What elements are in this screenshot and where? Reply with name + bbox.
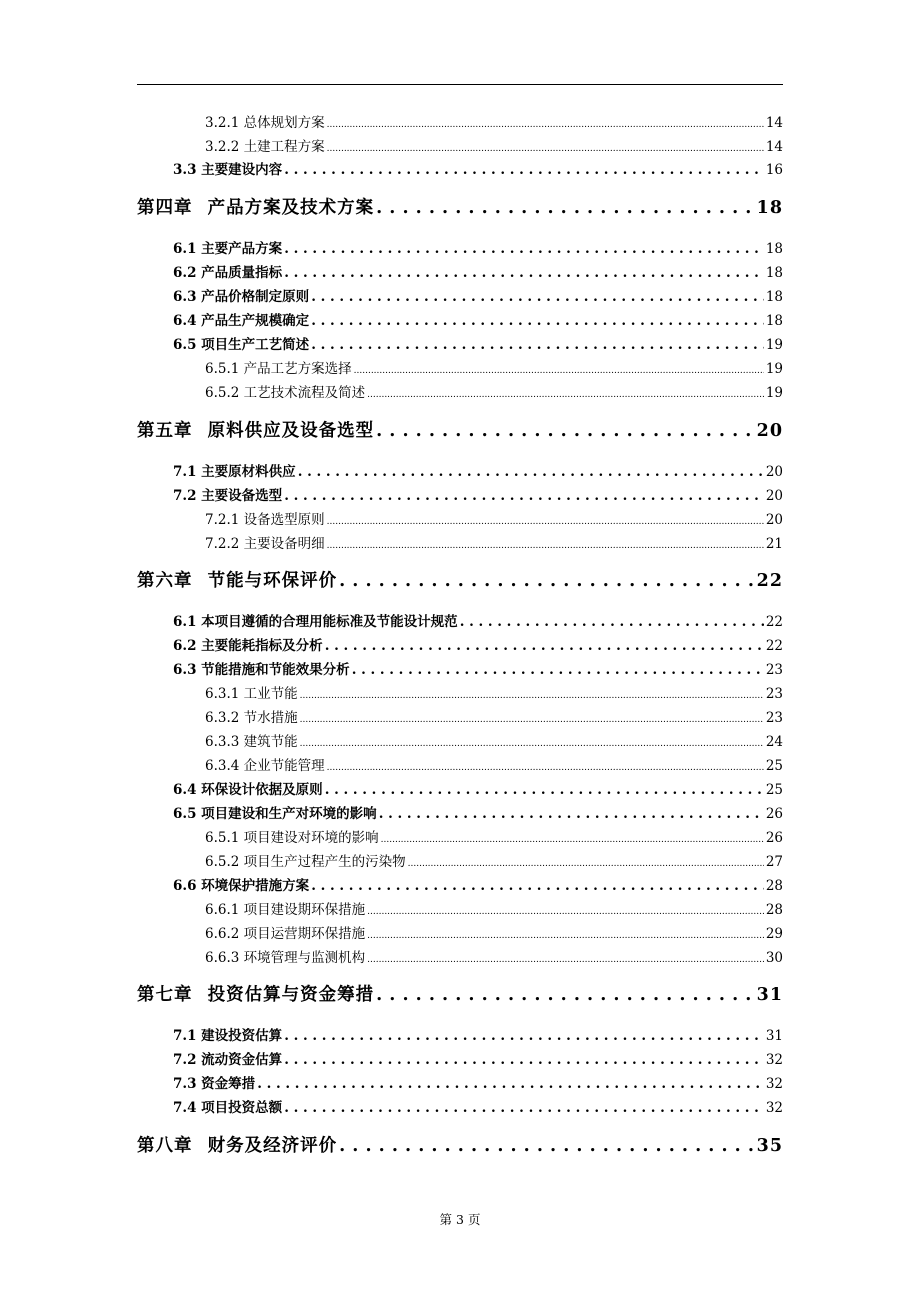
toc-entry-page: 19 (765, 337, 783, 353)
toc-entry-page: 20 (756, 421, 783, 441)
dot-leader (352, 664, 764, 678)
toc-entry[interactable] (137, 1102, 783, 1116)
toc-entry[interactable] (137, 243, 783, 257)
dot-leader (339, 1138, 755, 1156)
toc-entry[interactable] (137, 1054, 783, 1068)
toc-entry-page: 22 (765, 614, 783, 630)
toc-entry[interactable] (137, 640, 783, 654)
toc-entry-title: 6.5.1 项目建设对环境的影响 (205, 830, 379, 846)
toc-entry[interactable] (137, 141, 783, 155)
toc-entry-page: 18 (756, 198, 783, 218)
toc-entry[interactable] (137, 315, 783, 329)
toc-entry[interactable] (137, 490, 783, 504)
toc-entry-page: 30 (765, 950, 783, 966)
toc-entry-page: 25 (765, 758, 783, 774)
toc-entry-page: 23 (765, 710, 783, 726)
toc-entry-page: 26 (765, 830, 783, 846)
toc-entry-title: 6.6 环境保护措施方案 (173, 878, 310, 894)
toc-entry-title: 6.4 产品生产规模确定 (173, 313, 310, 329)
dot-leader (327, 117, 764, 131)
dot-leader (325, 640, 764, 654)
dot-leader (284, 243, 764, 257)
toc-entry-title: 第五章 原料供应及设备选型 (137, 421, 375, 441)
dot-leader (284, 164, 764, 178)
toc-entry-title: 6.5 项目建设和生产对环境的影响 (173, 806, 377, 822)
toc-entry[interactable] (137, 928, 783, 942)
toc-chapter[interactable] (137, 987, 783, 1005)
toc-entry[interactable] (137, 736, 783, 750)
toc-entry-page: 18 (765, 313, 783, 329)
toc-entry-page: 21 (765, 536, 783, 552)
toc-entry-title: 6.3 产品价格制定原则 (173, 289, 310, 305)
toc-entry-page: 18 (765, 289, 783, 305)
toc-entry[interactable] (137, 664, 783, 678)
toc-entry-page: 35 (756, 1136, 783, 1156)
toc-entry-title: 7.3 资金筹措 (173, 1076, 256, 1092)
dot-leader (257, 1078, 764, 1092)
dot-leader (327, 141, 764, 155)
toc-entry-page: 19 (765, 361, 783, 377)
toc-entry-page: 18 (765, 241, 783, 257)
toc-entry-title: 6.3.4 企业节能管理 (205, 758, 325, 774)
dot-leader (327, 514, 764, 528)
page-number-footer: 第 3 页 (439, 1212, 481, 1227)
dot-leader (300, 712, 764, 726)
dot-leader (300, 736, 764, 750)
dot-leader (311, 880, 764, 894)
toc-entry[interactable] (137, 164, 783, 178)
toc-entry-page: 19 (765, 385, 783, 401)
toc-entry-title: 3.2.1 总体规划方案 (205, 115, 325, 131)
toc-entry-title: 7.2 流动资金估算 (173, 1052, 283, 1068)
toc-entry-title: 第四章 产品方案及技术方案 (137, 198, 375, 218)
toc-entry[interactable] (137, 856, 783, 870)
toc-entry-title: 6.3.3 建筑节能 (205, 734, 298, 750)
toc-entry-title: 6.3.2 节水措施 (205, 710, 298, 726)
dot-leader (367, 928, 764, 942)
toc-entry-title: 第六章 节能与环保评价 (137, 571, 338, 591)
header-rule (137, 84, 783, 85)
dot-leader (376, 200, 755, 218)
dot-leader (367, 387, 764, 401)
toc-entry-page: 16 (765, 162, 783, 178)
toc-chapter[interactable] (137, 200, 783, 218)
dot-leader (284, 1102, 764, 1116)
toc-entry[interactable] (137, 760, 783, 774)
toc-entry-title: 6.6.1 项目建设期环保措施 (205, 902, 366, 918)
dot-leader (379, 808, 764, 822)
toc-entry-title: 6.6.2 项目运营期环保措施 (205, 926, 366, 942)
toc-entry-title: 6.5 项目生产工艺简述 (173, 337, 310, 353)
toc-entry[interactable] (137, 952, 783, 966)
toc-entry-title: 6.5.2 工艺技术流程及简述 (205, 385, 366, 401)
toc-entry-title: 6.1 主要产品方案 (173, 241, 283, 257)
dot-leader (367, 904, 764, 918)
toc-entry-title: 7.4 项目投资总额 (173, 1100, 283, 1116)
toc-entry-title: 7.1 主要原材料供应 (173, 464, 296, 480)
toc-entry-page: 20 (765, 464, 783, 480)
dot-leader (327, 760, 764, 774)
dot-leader (311, 315, 764, 329)
toc-entry[interactable] (137, 808, 783, 822)
dot-leader (376, 423, 755, 441)
dot-leader (298, 466, 764, 480)
toc-entry[interactable] (137, 688, 783, 702)
dot-leader (408, 856, 764, 870)
toc-entry-title: 6.1 本项目遵循的合理用能标准及节能设计规范 (173, 614, 458, 630)
dot-leader (381, 832, 764, 846)
dot-leader (300, 688, 764, 702)
dot-leader (327, 538, 764, 552)
dot-leader (284, 267, 764, 281)
toc-entry-page: 20 (765, 512, 783, 528)
toc-entry-page: 14 (765, 139, 783, 155)
toc-entry-title: 第七章 投资估算与资金筹措 (137, 985, 375, 1005)
toc-entry-title: 6.4 环保设计依据及原则 (173, 782, 323, 798)
toc-entry-title: 6.5.2 项目生产过程产生的污染物 (205, 854, 406, 870)
toc-entry[interactable] (137, 904, 783, 918)
toc-entry-page: 29 (765, 926, 783, 942)
dot-leader (311, 291, 764, 305)
toc-entry-title: 7.2.2 主要设备明细 (205, 536, 325, 552)
toc-entry-page: 31 (756, 985, 783, 1005)
dot-leader (339, 573, 755, 591)
toc-entry-page: 28 (765, 902, 783, 918)
toc-entry[interactable] (137, 784, 783, 798)
toc-entry-page: 26 (765, 806, 783, 822)
toc-entry-page: 25 (765, 782, 783, 798)
toc-entry-page: 22 (765, 638, 783, 654)
dot-leader (325, 784, 764, 798)
dot-leader (460, 616, 764, 630)
toc-entry-title: 6.2 产品质量指标 (173, 265, 283, 281)
toc-entry-page: 28 (765, 878, 783, 894)
toc-entry[interactable] (137, 291, 783, 305)
toc-entry[interactable] (137, 514, 783, 528)
toc-entry[interactable] (137, 1078, 783, 1092)
toc-entry-title: 3.2.2 土建工程方案 (205, 139, 325, 155)
dot-leader (284, 1030, 764, 1044)
toc-entry[interactable] (137, 880, 783, 894)
toc-chapter[interactable] (137, 423, 783, 441)
toc-entry[interactable] (137, 339, 783, 353)
toc-entry[interactable] (137, 117, 783, 131)
toc-entry-title: 6.6.3 环境管理与监测机构 (205, 950, 366, 966)
dot-leader (311, 339, 764, 353)
toc-entry[interactable] (137, 1030, 783, 1044)
dot-leader (284, 1054, 764, 1068)
toc-entry-page: 22 (756, 571, 783, 591)
toc-entry-page: 23 (765, 662, 783, 678)
dot-leader (354, 363, 764, 377)
dot-leader (284, 490, 764, 504)
toc-entry-title: 7.2 主要设备选型 (173, 488, 283, 504)
toc-entry-page: 31 (765, 1028, 783, 1044)
toc-entry[interactable] (137, 616, 783, 630)
toc-entry-page: 32 (765, 1052, 783, 1068)
toc-entry-page: 18 (765, 265, 783, 281)
toc-chapter[interactable] (137, 573, 783, 591)
toc-entry[interactable] (137, 832, 783, 846)
toc-entry-page: 14 (765, 115, 783, 131)
dot-leader (367, 952, 764, 966)
toc-entry-page: 32 (765, 1100, 783, 1116)
toc-entry[interactable] (137, 387, 783, 401)
toc-entry-title: 7.1 建设投资估算 (173, 1028, 283, 1044)
toc-entry[interactable] (137, 363, 783, 377)
toc-entry-title: 6.2 主要能耗指标及分析 (173, 638, 323, 654)
toc-entry-title: 3.3 主要建设内容 (173, 162, 283, 178)
toc-entry-page: 20 (765, 488, 783, 504)
toc-entry[interactable] (137, 538, 783, 552)
toc-entry[interactable] (137, 712, 783, 726)
toc-entry-title: 6.3.1 工业节能 (205, 686, 298, 702)
toc-entry-title: 6.5.1 产品工艺方案选择 (205, 361, 352, 377)
toc-entry-page: 32 (765, 1076, 783, 1092)
toc-entry[interactable] (137, 267, 783, 281)
toc-entry-page: 27 (765, 854, 783, 870)
toc-entry-page: 23 (765, 686, 783, 702)
toc-entry[interactable] (137, 466, 783, 480)
toc-entry-title: 6.3 节能措施和节能效果分析 (173, 662, 350, 678)
toc-chapter[interactable] (137, 1138, 783, 1156)
dot-leader (376, 987, 755, 1005)
toc-entry-title: 7.2.1 设备选型原则 (205, 512, 325, 528)
toc-entry-page: 24 (765, 734, 783, 750)
toc-entry-title: 第八章 财务及经济评价 (137, 1136, 338, 1156)
